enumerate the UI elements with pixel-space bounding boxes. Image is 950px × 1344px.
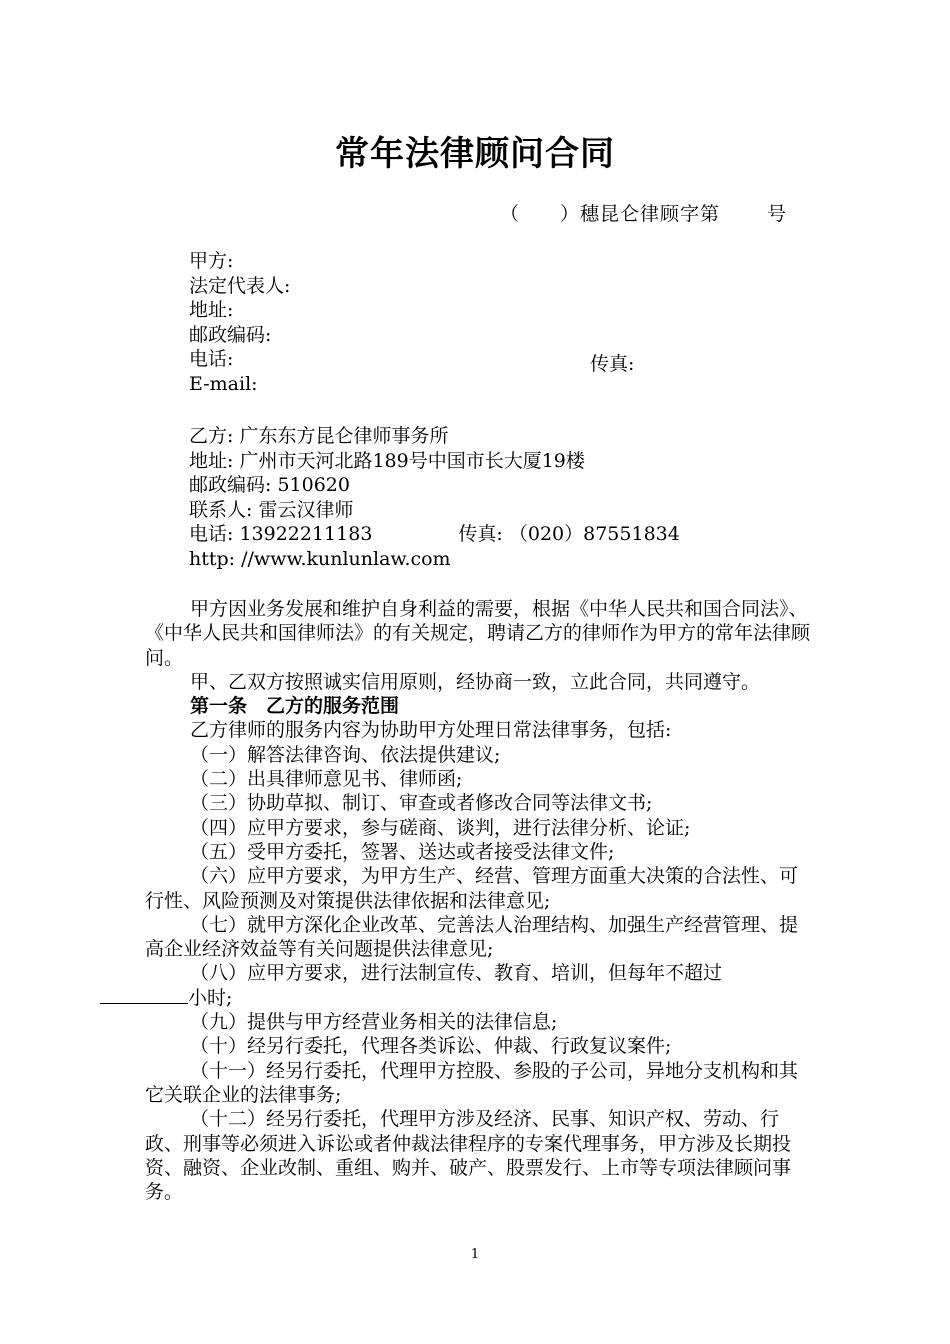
party-b-fax: 传真: （020）87551834 [458,523,680,545]
training-text: （八）应甲方要求，进行法制宣传、教育、培训，但每年不超过 [190,962,723,985]
preamble-paragraph: 甲方因业务发展和维护自身利益的需要，根据《中华人民共和国合同法》、《中华人民共和国律师法》的有关规定，聘请乙方的律师作为甲方的常年法律顾问。 [145,598,811,669]
list-item: （六）应甲方要求，为甲方生产、经营、管理方面重大决策的合法性、可行性、风险预测及对策提供法律依据和法律意见; [145,865,799,912]
party-a-fax-label: 传真: [590,353,635,375]
list-item: （十一）经另行委托，代理甲方控股、参股的子公司，异地分支机构和其它关联企业的法律事务; [145,1059,799,1106]
party-a-email-label: E-mail: [189,372,258,395]
party-a-postcode-label: 邮政编码: [189,323,272,346]
list-item-training [145,961,810,1010]
party-b-postcode: 邮政编码: 510620 [189,474,350,496]
party-b-contact: 联系人: 雷云汉律师 [189,498,354,521]
contract-body [145,597,810,1204]
list-item: （二）出具律师意见书、律师函; [190,768,463,791]
party-b-phone: 电话: 13922211183 [189,523,373,545]
list-item: （四）应甲方要求，参与磋商、谈判，进行法律分析、论证; [190,816,691,839]
party-b-phone-row [189,522,680,547]
party-a-name-label: 甲方: [189,250,234,272]
list-item: （五）受甲方委托，签署、送达或者接受法律文件; [190,840,615,863]
party-a-phone-label: 电话: [189,348,234,370]
hours-blank [100,987,188,1004]
party-b-block [189,424,680,571]
hours-suffix: 小时; [188,986,233,1009]
list-item: （一）解答法律咨询、依法提供建议; [190,743,501,766]
list-item: （九）提供与甲方经营业务相关的法律信息; [190,1011,558,1034]
document-title: 常年法律顾问合同 [335,134,615,174]
party-b-address: 地址: 广州市天河北路189号中国市长大厦19楼 [189,449,585,472]
party-a-rep-label: 法定代表人: [189,274,291,297]
list-item: （十二）经另行委托，代理甲方涉及经济、民事、知识产权、劳动、行政、刑事等必须进入诉讼或者仲裁法律程序的专案代理事务，甲方涉及长期投资、融资、企业改制、重组、购并、破产、股票发行、上市等专项法律顾问事务。 [145,1108,792,1204]
article-1-intro: 乙方律师的服务内容为协助甲方处理日常法律事务，包括: [190,719,672,742]
document-number: （ ）穗昆仑律顾字第 号 [500,203,788,225]
party-a-address-label: 地址: [189,299,234,321]
page-number: 1 [470,1247,480,1262]
list-item: （十）经另行委托，代理各类诉讼、仲裁、行政复议案件; [190,1035,672,1058]
party-a-block [189,249,290,396]
party-b-url[interactable]: http: //www.kunlunlaw.com [189,547,451,570]
preamble-paragraph: 甲、乙双方按照诚实信用原则，经协商一致，立此合同，共同遵守。 [190,670,761,693]
list-item: （三）协助草拟、制订、审查或者修改合同等法律文书; [190,792,653,815]
list-item: （七）就甲方深化企业改革、完善法人治理结构、加强生产经营管理、提高企业经济效益等有关问题提供法律意见; [145,913,799,961]
article-1-heading: 第一条 乙方的服务范围 [190,695,400,718]
party-b-name: 乙方: 广东东方昆仑律师事务所 [189,425,449,447]
